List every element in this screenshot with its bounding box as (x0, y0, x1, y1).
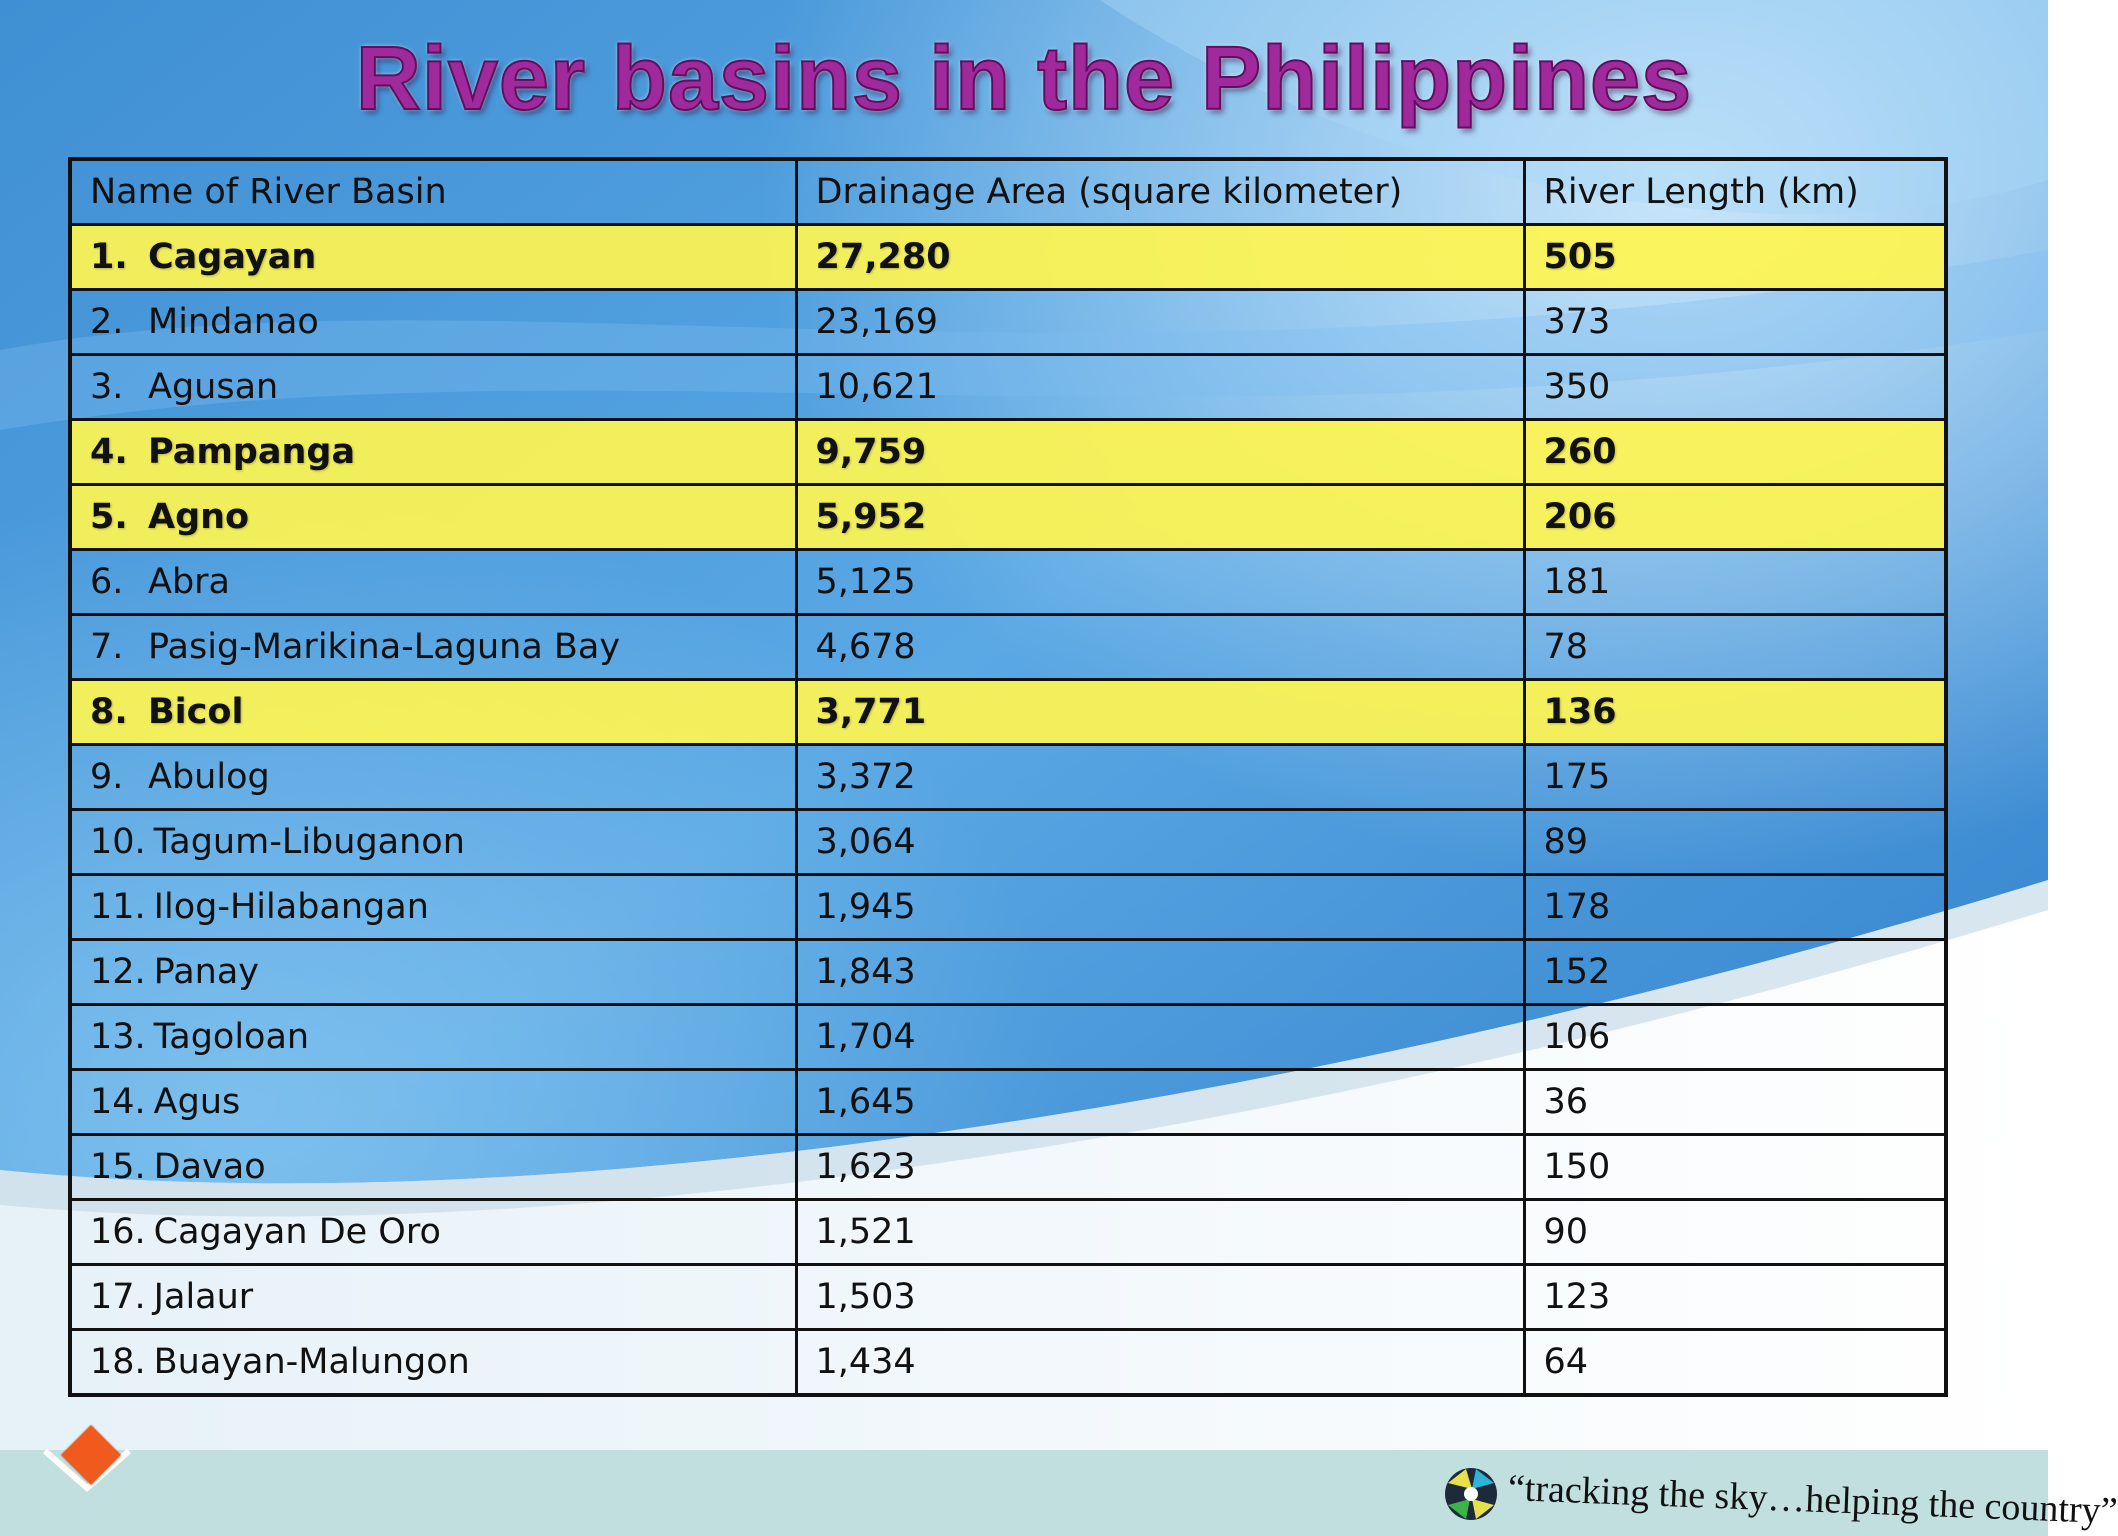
river-length-cell: 36 (1524, 1070, 1946, 1135)
river-length-cell: 89 (1524, 810, 1946, 875)
table-row (70, 290, 1946, 355)
drainage-area-cell: 3,771 (796, 680, 1524, 745)
basin-name-cell (70, 225, 796, 290)
table-row (70, 420, 1946, 485)
header-name: Name of River Basin (70, 159, 796, 225)
row-number: 12. (90, 952, 146, 992)
table-header-row (70, 159, 1946, 225)
drainage-area-cell: 1,645 (796, 1070, 1524, 1135)
basin-name-cell (70, 745, 796, 810)
table-row (70, 1265, 1946, 1330)
row-number: 9. (90, 757, 124, 797)
row-number: 10. (90, 822, 146, 862)
drainage-area-cell: 5,125 (796, 550, 1524, 615)
river-length-cell: 350 (1524, 355, 1946, 420)
basin-name-cell (70, 355, 796, 420)
row-number: 4. (90, 432, 128, 472)
row-number: 16. (90, 1212, 146, 1252)
river-length-cell: 505 (1524, 225, 1946, 290)
basin-name-cell (70, 1200, 796, 1265)
river-length-cell: 64 (1524, 1330, 1946, 1396)
table-row (70, 1005, 1946, 1070)
river-basins-table (68, 157, 1948, 1397)
table-row (70, 225, 1946, 290)
row-number: 8. (90, 692, 128, 732)
river-length-cell: 123 (1524, 1265, 1946, 1330)
drainage-area-cell: 5,952 (796, 485, 1524, 550)
basin-name: Abra (148, 562, 230, 602)
basin-name: Bicol (148, 692, 244, 732)
row-number: 5. (90, 497, 128, 537)
basin-name: Pasig-Marikina-Laguna Bay (148, 627, 621, 667)
table-row (70, 485, 1946, 550)
row-number: 3. (90, 367, 124, 407)
basin-name-cell (70, 485, 796, 550)
river-length-cell: 90 (1524, 1200, 1946, 1265)
river-basins-table-container (68, 157, 1948, 1397)
table-row (70, 680, 1946, 745)
basin-name: Cagayan De Oro (153, 1212, 441, 1252)
basin-name: Jalaur (153, 1277, 254, 1317)
basin-name-cell (70, 290, 796, 355)
footer-slogan: “tracking the sky…helping the country” (1507, 1467, 2118, 1533)
drainage-area-cell: 27,280 (796, 225, 1524, 290)
basin-name-cell (70, 1265, 796, 1330)
basin-name-cell (70, 1005, 796, 1070)
basin-name-cell (70, 615, 796, 680)
river-length-cell: 136 (1524, 680, 1946, 745)
river-length-cell: 181 (1524, 550, 1946, 615)
basin-name: Panay (153, 952, 259, 992)
row-number: 15. (90, 1147, 146, 1187)
river-length-cell: 152 (1524, 940, 1946, 1005)
basin-name: Tagum-Libuganon (153, 822, 465, 862)
basin-name-cell (70, 1135, 796, 1200)
table-row (70, 1200, 1946, 1265)
row-number: 18. (90, 1342, 146, 1382)
row-number: 1. (90, 237, 128, 277)
basin-name: Buayan-Malungon (153, 1342, 470, 1382)
river-length-cell: 206 (1524, 485, 1946, 550)
river-length-cell: 150 (1524, 1135, 1946, 1200)
table-row (70, 615, 1946, 680)
basin-name-cell (70, 420, 796, 485)
basin-name: Abulog (148, 757, 270, 797)
basin-name: Tagoloan (153, 1017, 310, 1057)
basin-name: Cagayan (148, 237, 317, 277)
drainage-area-cell: 1,704 (796, 1005, 1524, 1070)
river-length-cell: 178 (1524, 875, 1946, 940)
drainage-area-cell: 9,759 (796, 420, 1524, 485)
table-row (70, 940, 1946, 1005)
basin-name-cell (70, 550, 796, 615)
drainage-area-cell: 1,503 (796, 1265, 1524, 1330)
drainage-area-cell: 1,945 (796, 875, 1524, 940)
row-number: 14. (90, 1082, 146, 1122)
table-row (70, 1135, 1946, 1200)
basin-name: Pampanga (148, 432, 356, 472)
drainage-area-cell: 3,064 (796, 810, 1524, 875)
basin-name: Agus (153, 1082, 241, 1122)
basin-name-cell (70, 680, 796, 745)
basin-name-cell (70, 1330, 796, 1396)
table-row (70, 355, 1946, 420)
row-number: 2. (90, 302, 124, 342)
row-number: 7. (90, 627, 124, 667)
table-row (70, 810, 1946, 875)
drainage-area-cell: 1,434 (796, 1330, 1524, 1396)
table-row (70, 1070, 1946, 1135)
row-number: 17. (90, 1277, 146, 1317)
row-number: 6. (90, 562, 124, 602)
drainage-area-cell: 1,843 (796, 940, 1524, 1005)
table-row (70, 875, 1946, 940)
river-length-cell: 373 (1524, 290, 1946, 355)
slide-title: River basins in the Philippines (355, 29, 1693, 129)
basin-name: Agno (148, 497, 250, 537)
river-length-cell: 106 (1524, 1005, 1946, 1070)
table-row (70, 1330, 1946, 1396)
table-row (70, 550, 1946, 615)
river-length-cell: 78 (1524, 615, 1946, 680)
river-length-cell: 175 (1524, 745, 1946, 810)
table-row (70, 745, 1946, 810)
header-drainage-area: Drainage Area (square kilometer) (796, 159, 1524, 225)
table-body (70, 225, 1946, 1396)
drainage-area-cell: 3,372 (796, 745, 1524, 810)
basin-name: Ilog-Hilabangan (153, 887, 429, 927)
basin-name-cell (70, 940, 796, 1005)
basin-name: Davao (153, 1147, 266, 1187)
river-length-cell: 260 (1524, 420, 1946, 485)
basin-name-cell (70, 810, 796, 875)
basin-name: Agusan (148, 367, 279, 407)
drainage-area-cell: 1,521 (796, 1200, 1524, 1265)
drainage-area-cell: 4,678 (796, 615, 1524, 680)
agency-logo-icon (1442, 1465, 1500, 1523)
basin-name-cell (70, 1070, 796, 1135)
row-number: 11. (90, 887, 146, 927)
basin-name: Mindanao (148, 302, 319, 342)
drainage-area-cell: 1,623 (796, 1135, 1524, 1200)
row-number: 13. (90, 1017, 146, 1057)
header-river-length: River Length (km) (1524, 159, 1946, 225)
drainage-area-cell: 23,169 (796, 290, 1524, 355)
drainage-area-cell: 10,621 (796, 355, 1524, 420)
basin-name-cell (70, 875, 796, 940)
